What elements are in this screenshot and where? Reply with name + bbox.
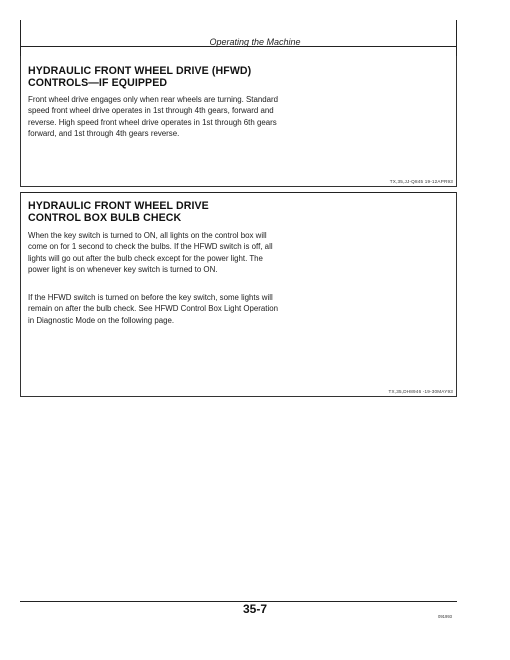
section-title-line-2: CONTROL BOX BULB CHECK: [28, 212, 182, 224]
section-right-border: [456, 192, 457, 397]
section-left-border: [20, 192, 21, 397]
section-left-border: [20, 56, 21, 187]
section-bottom-border: [20, 186, 457, 187]
reference-code: TX,35,DH8946 -19-30MAY93: [388, 389, 453, 394]
running-header: Operating the Machine: [209, 37, 301, 47]
section-title-line-1: HYDRAULIC FRONT WHEEL DRIVE: [28, 200, 209, 212]
section-title: [28, 200, 328, 224]
paragraph: If the HFWD switch is turned on before the key switch, some lights will remain on after the bulb check. See HFWD Control Box Light Operation in Diagnostic Mode on the following page.: [28, 293, 278, 325]
section-bulb-check: [20, 192, 457, 397]
section-right-border: [456, 56, 457, 187]
section-title: [28, 65, 328, 89]
reference-code: TX,35,JJ-Q845 19-12APR93: [389, 179, 453, 184]
section-bottom-border: [20, 396, 457, 397]
paragraph: When the key switch is turned to ON, all lights on the control box will come on for 1 second to check the bulbs. If the HFWD switch is off, all lights will go out after the bulb check except for the power light. The power light is on whenever key switch is turned to ON.: [28, 231, 273, 275]
section-hfwd-controls: [20, 56, 457, 187]
page-number: 35-7: [242, 602, 268, 616]
section-title-line-1: HYDRAULIC FRONT WHEEL DRIVE (HFWD): [28, 65, 252, 77]
footer-code: 091993: [438, 614, 452, 619]
section-title-line-2: CONTROLS—IF EQUIPPED: [28, 77, 168, 89]
paragraph: Front wheel drive engages only when rear wheels are turning. Standard speed front wheel drive operates in 1st through 4th gears, forward and reverse. High speed front wheel drive operates in 1st through 6th gears forward, and 1st through 4th gears reverse.: [28, 95, 279, 139]
section-top-rule: [20, 192, 457, 193]
